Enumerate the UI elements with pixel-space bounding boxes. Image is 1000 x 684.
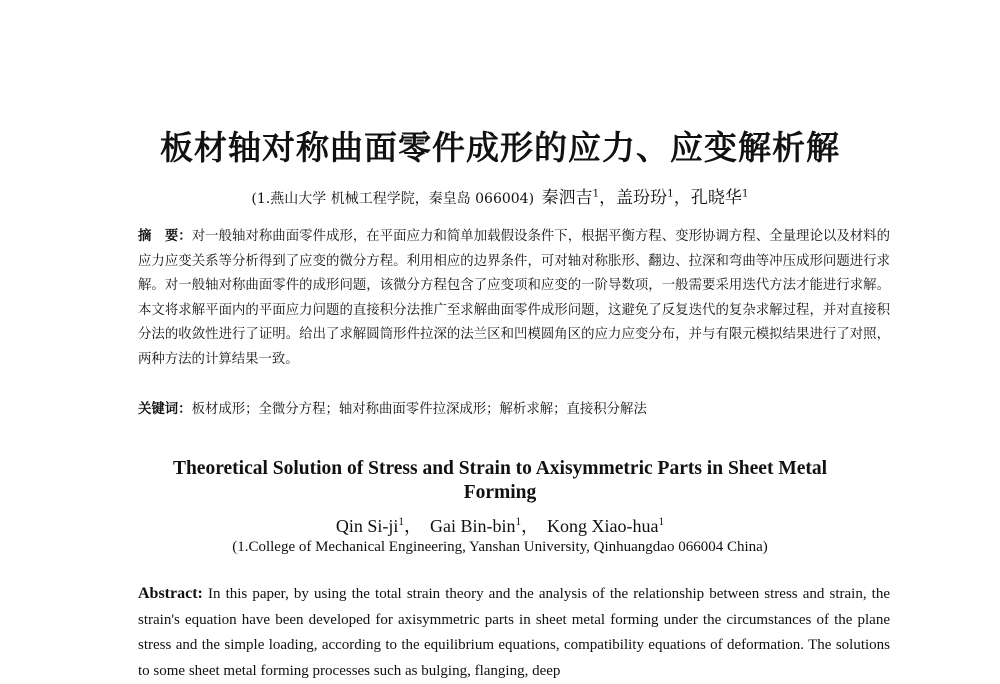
english-abstract <box>138 581 890 684</box>
author-superscript: 1 <box>592 187 600 200</box>
chinese-affiliation: (1.燕山大学 机械工程学院，秦皇岛 066004) <box>251 191 535 207</box>
author-superscript: 1 <box>398 516 404 528</box>
author-superscript: 1 <box>667 187 674 200</box>
author-superscript: 1 <box>741 187 749 200</box>
english-abstract-label: Abstract: <box>138 585 203 602</box>
english-affiliation: (1.College of Mechanical Engineering, Yanshan University, Qinhuangdao 066004 China) <box>232 539 768 555</box>
chinese-abstract <box>138 225 890 373</box>
english-author-list <box>0 512 1000 538</box>
author-superscript: 1 <box>515 516 522 528</box>
english-author: Gai Bin-bin <box>429 516 516 536</box>
chinese-keywords <box>138 398 890 422</box>
author-separator: ， <box>673 188 691 208</box>
english-author: Qin Si-ji <box>335 516 399 536</box>
author-superscript: 1 <box>658 516 665 528</box>
chinese-paper-title: 板材轴对称曲面零件成形的应力、应变解析解 <box>160 128 840 167</box>
chinese-abstract-text: 对一般轴对称曲面零件成形，在平面应力和简单加载假设条件下，根据平衡方程、变形协调方程、全量理论以及材料的应力应变关系等分析得到了应变的微分方程。利用相应的边界条件，可对轴对称胀形、翻边、拉深和弯曲等冲压成形问题进行求解。对一般轴对称曲面零件的成形问题，该微分方程包含了应变项和应变的一阶导数项，一般需要采用迭代方法才能进行求解。本文将求解平面内的平面应力问题的直接积分法推广至求解曲面零件成形问题，这避免了反复迭代的复杂求解过程，并对直接积分法的收敛性进行了证明。给出了求解圆筒形件拉深的法兰区和凹模圆角区的应力应变分布，并与有限元模拟结果进行了对照，两种方法的计算结果一致。 <box>138 229 890 367</box>
chinese-keywords-text: 板材成形；全微分方程；轴对称曲面零件拉深成形；解析求解；直接积分解法 <box>191 402 647 417</box>
chinese-abstract-label: 摘 要： <box>138 229 192 244</box>
english-author: Kong Xiao-hua <box>547 516 659 536</box>
english-paper-title: Theoretical Solution of Stress and Strain to Axisymmetric Parts in Sheet Metal Forming <box>172 458 828 503</box>
english-abstract-text: In this paper, by using the total strain theory and the analysis of the relationship between stress and strain, the strain's equation have been developed for axisymmetric parts in sheet metal forming under the circumstances of the plane stress and the simple loading, according to the equilibrium equations, compatibility equations of deformation. The solutions to some sheet metal forming processes such as bulging, flanging, deep <box>138 586 891 679</box>
chinese-author: 孔晓华 <box>690 188 742 208</box>
chinese-keywords-label: 关键词： <box>138 402 192 417</box>
chinese-author: 盖玢玢 <box>616 188 668 208</box>
author-separator: ， <box>403 516 422 536</box>
author-separator: ， <box>521 516 540 536</box>
chinese-author: 秦泗吉 <box>541 188 593 208</box>
chinese-affiliation-authors <box>0 183 1000 208</box>
author-separator: ， <box>599 188 617 208</box>
chinese-author-list <box>536 188 749 208</box>
